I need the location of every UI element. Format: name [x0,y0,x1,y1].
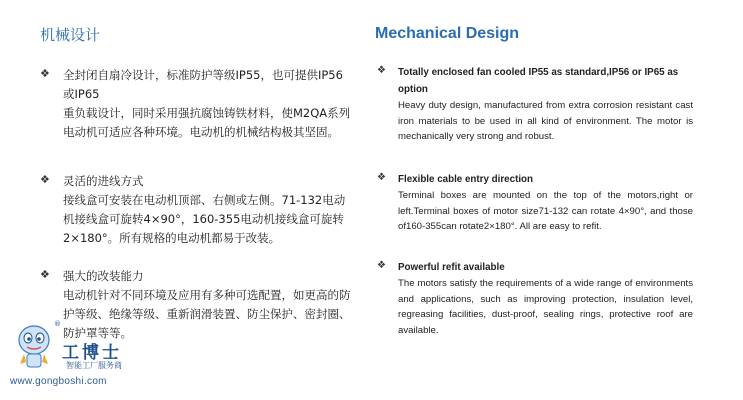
chinese-item-body: 电动机针对不同环境及应用有多种可选配置，如更高的防护等级、绝缘等级、重新润滑装置、防尘保护、密封圈、防护罩等等。 [63,288,351,340]
english-item-body: The motors satisfy the requirements of a wide range of environments and applications, such as improving protection, insulation level, regreasing facilities, dust-proof, sealing rings, protective roof are available. [398,278,693,336]
english-item-body: Heavy duty design, manufactured from extra corrosion resistant cast iron materials to be used in all kind of environment. The motor is mechanically very strong and robust. [398,100,693,142]
diamond-bullet-icon: ❖ [377,260,386,271]
diamond-bullet-icon: ❖ [40,173,50,186]
diamond-bullet-icon: ❖ [40,268,50,281]
english-item-title: Powerful refit available [398,262,505,273]
watermark-tagline: 智能工厂服务商 [66,361,122,370]
chinese-item-title: 强大的改装能力 [63,269,144,283]
english-item-title: Flexible cable entry direction [398,174,534,185]
english-item-body: Terminal boxes are mounted on the top of the motors,right or left.Terminal boxes of motor size71-132 can rotate 4×90°, and those of160-355can rotate2×180°. All are easy to refit. [398,190,693,232]
registered-mark: ® [54,320,61,328]
diamond-bullet-icon: ❖ [40,67,50,80]
diamond-bullet-icon: ❖ [377,65,386,76]
diamond-bullet-icon: ❖ [377,172,386,183]
chinese-item-body: 接线盒可安装在电动机顶部、右侧或左侧。71-132电动机接线盒可旋转4×90°，160-355电动机接线盒可旋转2×180°。所有规格的电动机都易于改装。 [63,193,346,245]
chinese-item-body: 重负载设计，同时采用强抗腐蚀铸铁材料，使M2QA系列电动机可适应各种环境。电动机的机械结构极其坚固。 [63,106,351,139]
english-item-title: Totally enclosed fan cooled IP55 as standard,IP56 or IP65 as option [398,67,679,95]
watermark-brand: 工博士 [62,343,122,363]
chinese-section-heading: 机械设计 [40,26,101,44]
english-section-heading: Mechanical Design [375,25,520,42]
watermark-url: www.gongboshi.com [10,376,107,387]
chinese-item-title: 灵活的进线方式 [63,174,144,188]
mascot-logo-icon [12,320,56,372]
gongboshi-watermark [6,318,156,398]
chinese-item-title: 全封闭自扇冷设计，标准防护等级IP55，也可提供IP56或IP65 [63,68,343,101]
